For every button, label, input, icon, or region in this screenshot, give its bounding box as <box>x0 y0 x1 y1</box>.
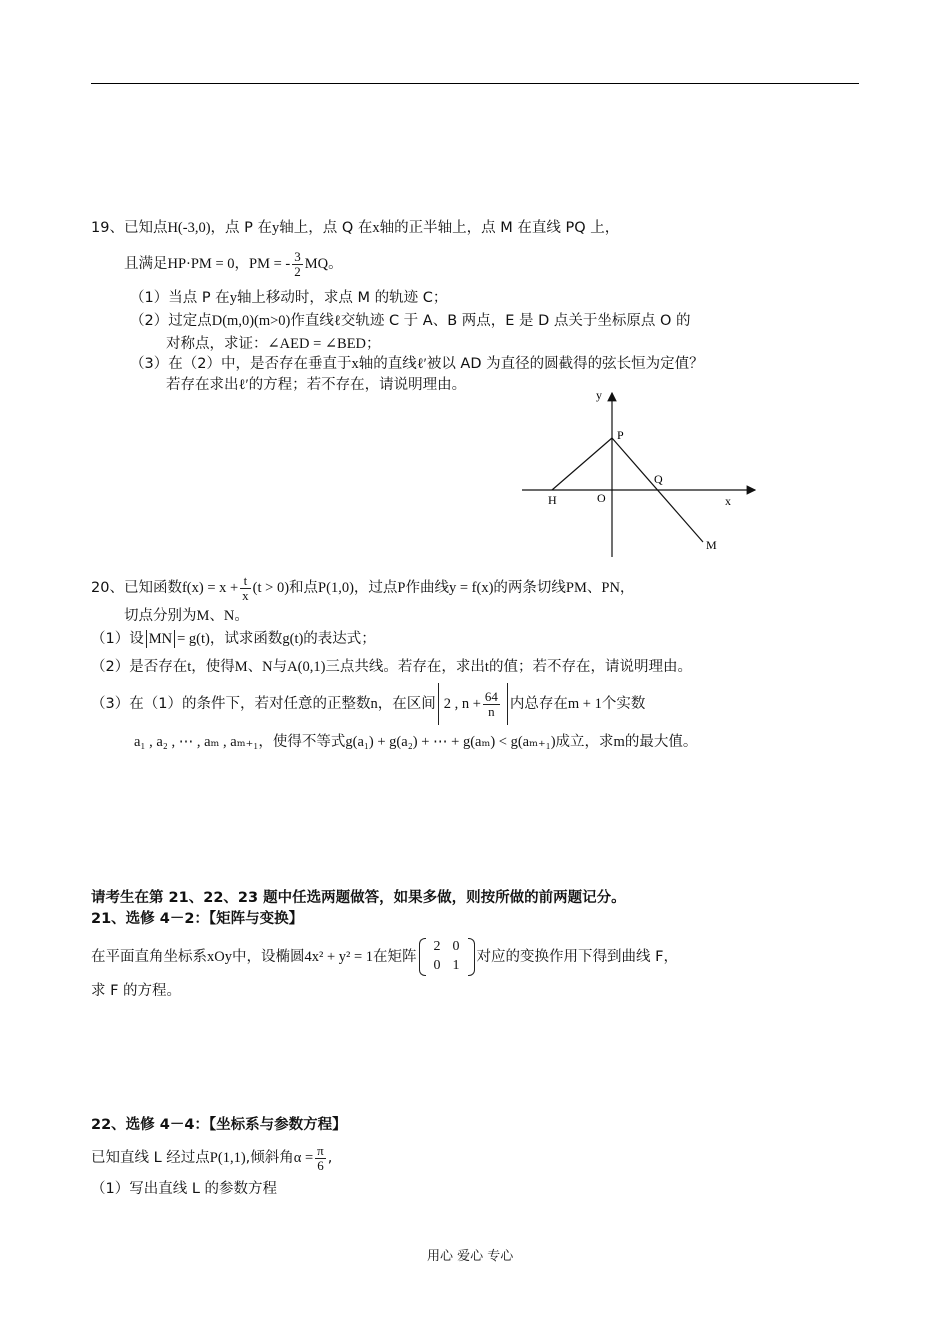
vector-eq-2: PM = - <box>249 256 291 273</box>
q20-line2 <box>124 608 249 625</box>
point-a: A(0,1) <box>287 659 326 675</box>
inequality: g(a₁) + g(a₂) + ⋯ + g(aₘ) < g(aₘ₊₁) <box>345 734 556 750</box>
q19-text: 轴上，点 Q 在 <box>279 220 373 236</box>
q20-text: 内总存在 <box>509 696 568 712</box>
frac-den: 6 <box>317 1157 324 1173</box>
matrix-cell: 2 <box>433 939 441 954</box>
q20-part2 <box>91 659 692 676</box>
curve: y = f(x) <box>448 580 494 597</box>
abs-bar <box>174 630 175 648</box>
q19-text: 19、已知点 <box>91 220 168 236</box>
fraction-3-2 <box>292 250 303 278</box>
angle-eq: ∠AED = ∠BED <box>267 336 367 352</box>
q20-text: （1）设 <box>91 631 144 647</box>
fraction-64-n <box>483 690 500 718</box>
q20-text: 20、已知函数 <box>91 580 182 597</box>
q20-text: 切点分别为 <box>124 608 197 624</box>
q21-text: 对应的变换作用下得到曲线 F， <box>476 948 678 965</box>
q20-text: ，使得不等式 <box>258 734 346 750</box>
var-m: m <box>613 734 625 750</box>
point-n: N <box>223 608 235 624</box>
line-pn: PN <box>601 580 620 597</box>
sequence: a₁ , a₂ , ⋯ , aₘ , aₘ₊₁ <box>134 734 259 750</box>
frac-num: 64 <box>484 688 498 704</box>
function-g: g(t) <box>282 631 304 647</box>
q19-text: （1）当点 P 在 <box>130 290 230 306</box>
q20-text: 三点共线。若存在，求出 <box>325 659 485 675</box>
q22-text: 已知直线 L 经过点 <box>91 1150 210 1167</box>
matrix <box>419 938 475 976</box>
frac-num: t <box>240 574 251 589</box>
q19-line1 <box>91 220 619 237</box>
fraction-t-x <box>240 574 251 602</box>
q19-text: ， <box>234 256 249 273</box>
q19-text: 的方程；若不存在，请说明理由。 <box>248 377 467 393</box>
q20-part1 <box>91 630 376 648</box>
m-plus-1: m + 1 <box>567 696 602 712</box>
matrix-cell: 0 <box>452 939 460 954</box>
point-d: D(m,0)(m>0) <box>211 313 291 329</box>
matrix-cell: 1 <box>452 957 460 973</box>
q20-text: 的最大值。 <box>624 734 698 750</box>
q19-part3-line2 <box>166 377 466 394</box>
q19-text: 被以 AD 为直径的圆截得的弦长恒为定值？ <box>426 356 704 372</box>
q21-text: 中，设椭圆 <box>231 948 305 965</box>
q22-text: , <box>327 1150 333 1167</box>
q19-part2-line2 <box>166 336 381 353</box>
q22-text: ,倾斜角 <box>245 1150 294 1167</box>
var-y: y <box>229 290 237 306</box>
q19-text: 若存在求出 <box>166 377 239 393</box>
q19-text: 轴的正半轴上，点 M 在直线 PQ 上， <box>379 220 620 236</box>
q20-text: ， <box>619 580 635 597</box>
q21-line2: 求 F 的方程。 <box>91 983 182 999</box>
q19-text: 且满足 <box>124 256 168 273</box>
q20-text: ，试求函数 <box>209 631 283 647</box>
q19-text: 轴的直线 <box>358 356 417 372</box>
segment-mn: MN <box>148 631 173 647</box>
condition: (t > 0) <box>252 580 290 597</box>
q19-text: ； <box>366 336 381 352</box>
selection-note: 请考生在第 21、22、23 题中任选两题做答，如果多做，则按所做的前两题记分。 <box>91 890 626 906</box>
q19-part3 <box>130 356 704 373</box>
function-g: = g(t) <box>177 631 210 647</box>
coordinate-figure <box>510 385 770 565</box>
interval-start: 2 , n + <box>443 696 481 712</box>
abs-bar <box>146 630 147 648</box>
label-p: P <box>617 428 624 442</box>
function-f: f(x) = x + <box>181 580 239 597</box>
q20-text: 和点 <box>289 580 319 597</box>
point-m: M <box>196 608 210 624</box>
q19-text: 对称点，求证： <box>166 336 268 352</box>
q22-part1: （1）写出直线 L 的参数方程 <box>91 1181 278 1197</box>
q20-text: ，在区间 <box>377 696 436 712</box>
q20-text: 、 <box>247 659 263 675</box>
q19-part2 <box>130 313 691 330</box>
q20-text: 的表达式； <box>303 631 376 647</box>
point-m: M <box>234 659 248 675</box>
q20-text: ，使得 <box>191 659 235 675</box>
point-h: H(-3,0) <box>167 220 211 236</box>
q19-text: （3）在（2）中，是否存在垂直于 <box>130 356 352 372</box>
var-y: y <box>272 220 280 236</box>
point-p: P(1,1) <box>209 1150 246 1167</box>
q19-text: （2）过定点 <box>130 313 212 329</box>
frac-den: n <box>488 703 495 719</box>
point-p: P(1,0) <box>318 580 354 597</box>
frac-num: π <box>317 1143 324 1158</box>
q22-title: 22、选修 4－4：【坐标系与参数方程】 <box>91 1117 347 1133</box>
coord-system: xOy <box>207 948 232 965</box>
q20-part3-line2 <box>134 734 697 751</box>
label-x: x <box>725 494 731 508</box>
q19-text: 作直线 <box>290 313 334 329</box>
line-l: ℓ <box>333 313 341 329</box>
matrix-cell: 0 <box>433 957 441 973</box>
var-x: x <box>351 356 359 372</box>
q20-text: 个实数 <box>601 696 646 712</box>
q20-text: （3）在（1）的条件下，若对任意的正整数 <box>91 696 371 712</box>
line-l-prime: ℓ′ <box>238 377 249 393</box>
vector-mq: MQ <box>304 256 329 273</box>
q19-text: 。 <box>328 256 343 273</box>
ellipse-eq: 4x² + y² = 1 <box>304 948 374 965</box>
q20-text: 成立，求 <box>555 734 614 750</box>
q20-line1 <box>91 574 634 602</box>
q20-part3 <box>91 683 645 725</box>
q20-text: 作曲线 <box>405 580 449 597</box>
q19-line2 <box>124 250 343 278</box>
q19-part1 <box>130 290 447 307</box>
var-x: x <box>372 220 380 236</box>
label-h: H <box>548 493 557 507</box>
q21-title: 21、选修 4－2：【矩阵与变换】 <box>91 911 304 927</box>
point-n: N <box>262 659 273 675</box>
q19-text: ，点 P 在 <box>210 220 273 236</box>
q22-line1 <box>91 1144 332 1172</box>
q20-text: ，过点 <box>353 580 398 597</box>
label-o: O <box>597 491 606 505</box>
q19-text: 交轨迹 C 于 A、B 两点，E 是 D 点关于坐标原点 O 的 <box>340 313 691 329</box>
q21-text: 在矩阵 <box>373 948 417 965</box>
frac-num: 3 <box>294 249 301 264</box>
label-m: M <box>706 538 717 552</box>
vector-eq-1: HP·PM = 0 <box>167 256 235 273</box>
q20-text: 与 <box>272 659 288 675</box>
q21-line1 <box>91 938 678 976</box>
label-q: Q <box>654 472 663 486</box>
segment-hp <box>552 438 612 490</box>
frac-den: 2 <box>294 263 301 279</box>
line-l-prime: ℓ′ <box>416 356 427 372</box>
angle-alpha: α = <box>293 1150 314 1167</box>
q21-text: 在平面直角坐标系 <box>91 948 207 965</box>
label-y: y <box>596 388 602 402</box>
var-t: t <box>187 659 192 675</box>
q19-text: 轴上移动时，求点 M 的轨迹 C； <box>236 290 448 306</box>
page-footer: 用心 爱心 专心 <box>427 1249 514 1264</box>
frac-den: x <box>242 587 249 603</box>
q20-text: 、 <box>586 580 602 597</box>
interval <box>438 683 508 725</box>
var-n: n <box>370 696 378 712</box>
point-p: P <box>397 580 406 597</box>
var-t: t <box>484 659 489 675</box>
header-rule <box>91 83 859 84</box>
fraction-pi-6 <box>315 1144 326 1172</box>
q20-text: 。 <box>234 608 249 624</box>
q20-text: 的值；若不存在，请说明理由。 <box>488 659 692 675</box>
q20-text: 的两条切线 <box>493 580 566 597</box>
q20-text: （2）是否存在 <box>91 659 188 675</box>
q20-text: 、 <box>209 608 224 624</box>
line-pm: PM <box>565 580 587 597</box>
